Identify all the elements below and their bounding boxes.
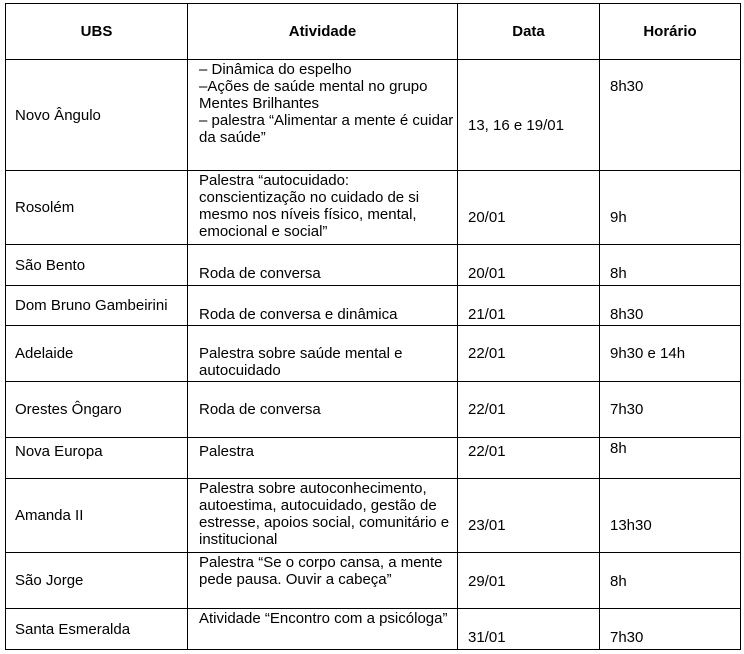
- cell-ubs: Novo Ângulo: [6, 60, 188, 171]
- table-row: [6, 609, 741, 650]
- header-data: Data: [458, 4, 600, 60]
- cell-atividade: Palestra sobre saúde mental e autocuidado: [188, 326, 458, 382]
- cell-data: 20/01: [458, 245, 600, 286]
- cell-ubs: Santa Esmeralda: [6, 609, 188, 650]
- table-row: [6, 245, 741, 286]
- cell-horario: 8h: [600, 438, 741, 479]
- cell-atividade: Palestra: [188, 438, 458, 479]
- cell-atividade: Roda de conversa e dinâmica: [188, 286, 458, 326]
- cell-horario: 8h: [600, 245, 741, 286]
- header-ubs: UBS: [6, 4, 188, 60]
- cell-ubs: São Jorge: [6, 553, 188, 609]
- cell-ubs: Orestes Ôngaro: [6, 382, 188, 438]
- table-row: [6, 60, 741, 171]
- activities-table: [5, 3, 741, 650]
- cell-data: 23/01: [458, 479, 600, 553]
- cell-data: 13, 16 e 19/01: [458, 60, 600, 171]
- cell-data: 20/01: [458, 171, 600, 245]
- cell-ubs: Adelaide: [6, 326, 188, 382]
- cell-data: 22/01: [458, 382, 600, 438]
- cell-horario: 7h30: [600, 382, 741, 438]
- cell-ubs: Nova Europa: [6, 438, 188, 479]
- header-atividade: Atividade: [188, 4, 458, 60]
- table-row: [6, 286, 741, 326]
- table-row: [6, 438, 741, 479]
- cell-ubs: São Bento: [6, 245, 188, 286]
- table-row: [6, 171, 741, 245]
- table-row: [6, 382, 741, 438]
- header-horario: Horário: [600, 4, 741, 60]
- cell-horario: 9h: [600, 171, 741, 245]
- header-row: [6, 4, 741, 60]
- cell-ubs: Dom Bruno Gambeirini: [6, 286, 188, 326]
- cell-atividade: Roda de conversa: [188, 382, 458, 438]
- cell-atividade: Palestra “autocuidado: conscientização no cuidado de si mesmo nos níveis físico, mental, emocional e social”: [188, 171, 458, 245]
- cell-horario: 7h30: [600, 609, 741, 650]
- cell-atividade: Palestra “Se o corpo cansa, a mente pede pausa. Ouvir a cabeça”: [188, 553, 458, 609]
- cell-horario: 8h30: [600, 286, 741, 326]
- cell-horario: 9h30 e 14h: [600, 326, 741, 382]
- cell-data: 29/01: [458, 553, 600, 609]
- cell-horario: 13h30: [600, 479, 741, 553]
- cell-data: 22/01: [458, 326, 600, 382]
- cell-ubs: Amanda II: [6, 479, 188, 553]
- cell-data: 22/01: [458, 438, 600, 479]
- cell-horario: 8h: [600, 553, 741, 609]
- cell-horario: 8h30: [600, 60, 741, 171]
- cell-ubs: Rosolém: [6, 171, 188, 245]
- cell-data: 21/01: [458, 286, 600, 326]
- cell-atividade: Roda de conversa: [188, 245, 458, 286]
- cell-data: 31/01: [458, 609, 600, 650]
- table-row: [6, 326, 741, 382]
- table-row: [6, 479, 741, 553]
- cell-atividade: – Dinâmica do espelho –Ações de saúde mental no grupo Mentes Brilhantes – palestra “Alimentar a mente é cuidar da saúde”: [188, 60, 458, 171]
- cell-atividade: Palestra sobre autoconhecimento, autoestima, autocuidado, gestão de estresse, apoios social, comunitário e institucional: [188, 479, 458, 553]
- cell-atividade: Atividade “Encontro com a psicóloga”: [188, 609, 458, 650]
- table-row: [6, 553, 741, 609]
